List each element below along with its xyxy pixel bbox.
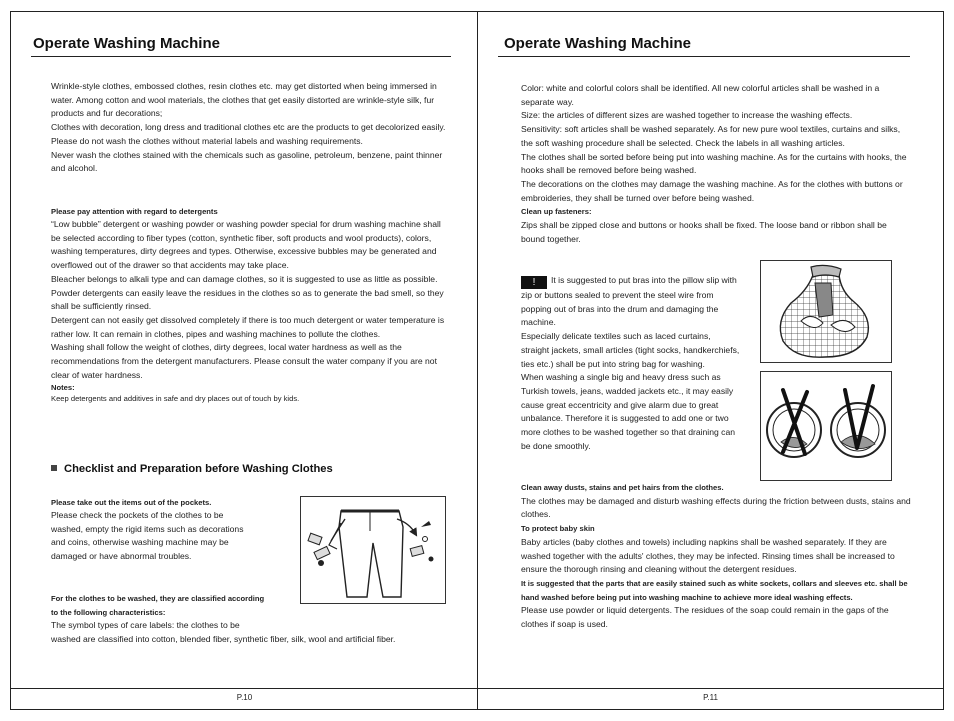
- drum-comparison-icon: [761, 372, 891, 480]
- bras-text: It is suggested to put bras into the pillow slip with zip or buttons sealed to prevent the steel wire from popping out of bras into the drum and damaging the machine.: [521, 275, 737, 328]
- laundry-net-bag-illustration: [760, 260, 892, 363]
- sorting-paragraph: Size: the articles of different sizes are washed together to increase the washing effects.: [521, 110, 853, 121]
- sorting-paragraph: Color: white and colorful colors shall be identified. All new colorful articles shall be washed in a separate way.: [521, 83, 880, 107]
- intro-paragraph: Clothes with decoration, long dress and traditional clothes etc are the products to get decolorized easily.: [51, 122, 446, 133]
- detergent-paragraph: Detergent can not easily get dissolved completely if there is too much detergent or water temperature is rather low. It can remain in clothes, pipes and washing machines to pollute the clothes.: [51, 314, 445, 339]
- sorting-paragraph: Sensitivity: soft articles shall be washed separately. As for new pure wool textiles, curtains and silks, the soft washing procedure shall be selected. Check the labels in all washing articles.: [521, 124, 901, 148]
- care-block: [521, 481, 913, 632]
- drum-check-illustration: [831, 386, 885, 457]
- bras-paragraph: [521, 274, 741, 330]
- detergent-paragraph: Bleacher belongs to alkali type and can damage clothes, so it is suggested to use as little as possible.: [51, 273, 438, 284]
- checklist-heading-text: Checklist and Preparation before Washing Clothes: [64, 463, 333, 475]
- baby-text: Baby articles (baby clothes and towels) including napkins shall be washed separately. If they are washed together with the adults' clothes, they may be infected. Rinsing times shall be increased to ensure the thorough rinsing and cleaning without the detergent residues.: [521, 536, 895, 575]
- fasteners-heading: Clean up fasteners:: [521, 207, 592, 217]
- detergent-heading: Please pay attention with regard to detergents: [51, 207, 218, 216]
- notes-text: Keep detergents and additives in safe and dry places out of touch by kids.: [51, 394, 300, 404]
- classified-text: washed are classified into cotton, blended fiber, synthetic fiber, silk, wool and artificial fiber.: [51, 634, 396, 645]
- page-number: P.10: [236, 693, 253, 702]
- drum-cross-illustration: [767, 390, 821, 457]
- pants-pocket-illustration: [300, 496, 446, 604]
- pants-pocket-icon: [301, 497, 445, 603]
- heavy-text: When washing a single big and heavy dress such as Turkish towels, jeans, wadded jackets etc., it may easily cause great eccentricity and give alarm due to great unbalance. Therefore it is suggested to add one or two more clothes to be washed together so that draining can be done smoothly.: [521, 372, 736, 451]
- title-rule: [31, 56, 451, 57]
- classified-heading: For the clothes to be washed, they are classified according to the following characteristics:: [51, 594, 265, 617]
- page-number: P.11: [703, 693, 718, 702]
- fasteners-text: Zips shall be zipped close and buttons or hooks shall be fixed. The loose band or ribbon shall be bound together.: [521, 220, 887, 244]
- drum-loading-illustration: [760, 371, 892, 481]
- pockets-text: Please check the pockets of the clothes to be washed, empty the rigid items such as decorations and coins, otherwise washing machine may be damaged or have abnormal troubles.: [51, 510, 244, 562]
- pockets-heading: Please take out the items out of the pockets.: [51, 498, 212, 507]
- intro-block: [51, 80, 449, 176]
- classified-text: The symbol types of care labels: the clothes to be: [51, 620, 240, 631]
- baby-heading: To protect baby skin: [521, 524, 595, 534]
- classified-block: [51, 592, 451, 647]
- detergent-paragraph: Powder detergents can easily leave the residues in the clothes so as to generate the bad smell, so they shall be sufficiently rinsed.: [51, 287, 444, 312]
- delicate-text: Especially delicate textiles such as laced curtains, straight jackets, small articles (tight socks, handkerchiefs, ties etc.) shall be put into string bag for washing.: [521, 331, 740, 369]
- notes-label: Notes:: [51, 383, 75, 393]
- laundry-bag-icon: [761, 261, 891, 362]
- detergent-block: [51, 205, 449, 404]
- detergent-paragraph: “Low bubble” detergent or washing powder or washing powder special for drum washing machine shall be selected according to fiber types (cotton, synthetic fiber, soft products and wool products), colors, washing temperatures, dirty degrees and types. Otherwise, excessive bubbles may be generated and overflowed out of the drawer so that accidents may take place.: [51, 219, 441, 271]
- page-footer: [478, 688, 943, 709]
- square-bullet-icon: [51, 465, 57, 471]
- sorting-paragraph: The decorations on the clothes may damage the washing machine. As for the clothes with buttons or embroideries, they shall be turned over before being washed.: [521, 178, 903, 203]
- warning-triangle-icon: !: [521, 276, 547, 289]
- page-title: Operate Washing Machine: [33, 35, 220, 52]
- bras-block: [521, 274, 741, 453]
- intro-paragraph: Never wash the clothes stained with the chemicals such as gasoline, petroleum, benzene, paint thinner and alcohol.: [51, 149, 443, 174]
- page-title: Operate Washing Machine: [504, 35, 691, 52]
- stained-note: It is suggested that the parts that are easily stained such as white sockets, collars and sleeves etc. shall be hand washed before being put into washing machine to achieve more ideal washing effects.: [521, 578, 908, 602]
- pockets-block: [51, 496, 256, 564]
- sorting-paragraph: The clothes shall be sorted before being put into washing machine. As for the curtains with hooks, the hooks shall be removed before being washed.: [521, 151, 907, 176]
- detergent-paragraph: Washing shall follow the weight of clothes, dirty degrees, local water hardness as well as the recommendations from the detergent manufacturers. Please consult the water company if you are not clear of water hardness.: [51, 342, 437, 380]
- intro-paragraph: Wrinkle-style clothes, embossed clothes, resin clothes etc. may get distorted when being immersed in water. Among cotton and wool materials, the clothes that get easily distorted are wrinkle-style silk, fur products and fur decorations;: [51, 81, 437, 119]
- checklist-heading: [51, 463, 333, 475]
- powder-text: Please use powder or liquid detergents. The residues of the soap could remain in the gaps of the clothes if soap is used.: [521, 605, 889, 630]
- left-page: [10, 11, 479, 710]
- sorting-block: [521, 82, 913, 246]
- dust-text: The clothes may be damaged and disturb washing effects during the friction between dusts, stains and clothes.: [521, 495, 911, 520]
- title-rule: [498, 56, 910, 57]
- page-footer: [11, 688, 478, 709]
- intro-paragraph: Please do not wash the clothes without material labels and washing requirements.: [51, 135, 363, 146]
- right-page: [477, 11, 944, 710]
- dust-heading: Clean away dusts, stains and pet hairs from the clothes.: [521, 483, 724, 492]
